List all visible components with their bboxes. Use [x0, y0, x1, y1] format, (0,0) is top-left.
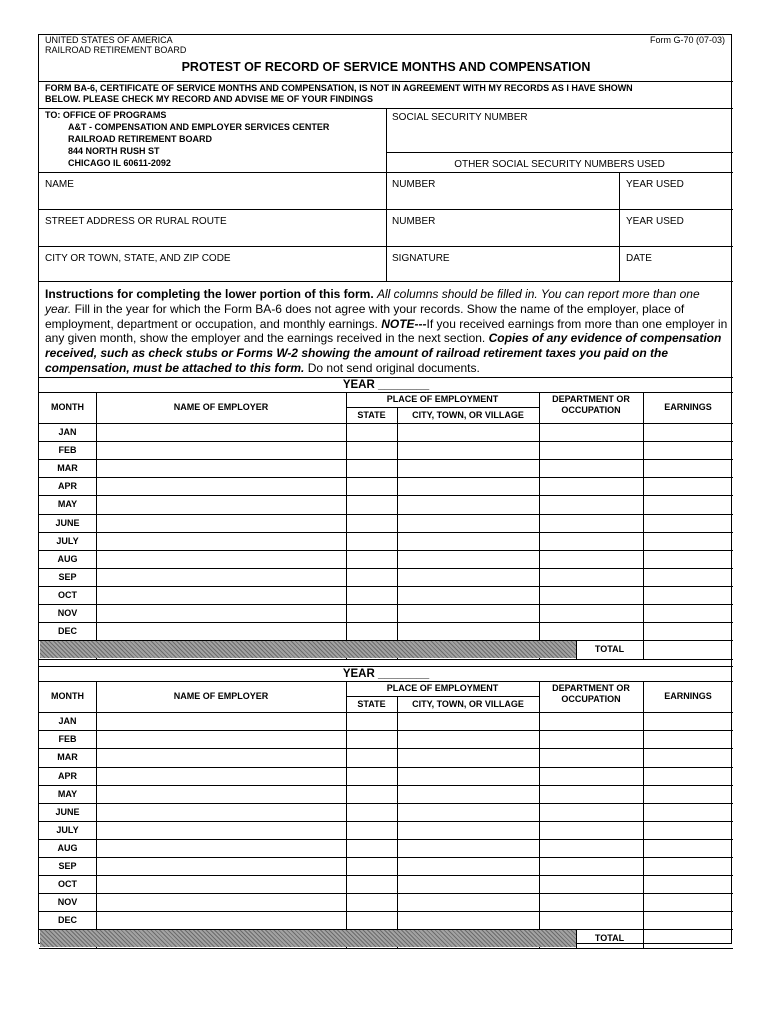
table-2-col-earnings: EARNINGS [664, 691, 712, 702]
table-1-june-city-input[interactable] [398, 515, 538, 531]
table-2-nov-state-input[interactable] [347, 894, 396, 910]
table-2-aug-employer-input[interactable] [97, 840, 345, 856]
table-1-jan-state-input[interactable] [347, 424, 396, 440]
table-2-col-place: PLACE OF EMPLOYMENT [386, 683, 499, 694]
table-1-apr-state-input[interactable] [347, 478, 396, 494]
table-2-month-aug: AUG [57, 842, 78, 853]
table-1-col-city: CITY, TOWN, OR VILLAGE [412, 410, 524, 420]
table-2-month-feb: FEB [58, 734, 77, 745]
table-1-aug-dept-input[interactable] [540, 551, 642, 567]
table-2-apr-dept-input[interactable] [540, 768, 642, 784]
table-1-jan-dept-input[interactable] [540, 424, 642, 440]
table-1-june-earnings-input[interactable] [644, 515, 732, 531]
page-title: PROTEST OF RECORD OF SERVICE MONTHS AND COMPENSATION [181, 60, 591, 74]
table-2-oct-employer-input[interactable] [97, 876, 345, 892]
date-label: DATE [626, 253, 652, 264]
table-2-dec-earnings-input[interactable] [644, 912, 732, 928]
table-1-nov-city-input[interactable] [398, 605, 538, 621]
table-1-col-employer: NAME OF EMPLOYER [173, 402, 269, 412]
divider [576, 929, 577, 948]
address-line-2: A&T - COMPENSATION AND EMPLOYER SERVICES CENTER [68, 122, 330, 132]
table-2-sep-state-input[interactable] [347, 858, 396, 874]
table-2-oct-state-input[interactable] [347, 876, 396, 892]
table-1-apr-dept-input[interactable] [540, 478, 642, 494]
table-1-sep-employer-input[interactable] [97, 569, 345, 585]
table-1-jan-city-input[interactable] [398, 424, 538, 440]
instructions-heading: Instructions for completing the lower portion of this form. [45, 287, 374, 301]
divider [39, 377, 733, 378]
table-1-apr-earnings-input[interactable] [644, 478, 732, 494]
year-used-label-1: YEAR USED [626, 179, 684, 190]
table-2-mar-dept-input[interactable] [540, 749, 642, 765]
signature-label: SIGNATURE [392, 253, 450, 264]
instructions-note-label: NOTE--- [381, 316, 427, 331]
table-1-apr-employer-input[interactable] [97, 478, 345, 494]
table-2-apr-state-input[interactable] [347, 768, 396, 784]
table-2-feb-earnings-input[interactable] [644, 731, 732, 747]
divider [39, 172, 733, 173]
table-1-oct-earnings-input[interactable] [644, 587, 732, 603]
table-2-apr-employer-input[interactable] [97, 768, 345, 784]
table-1-feb-city-input[interactable] [398, 442, 538, 458]
table-1-may-state-input[interactable] [347, 496, 396, 512]
table-2-june-dept-input[interactable] [540, 804, 642, 820]
table-2-col-dept-1: DEPARTMENT OR [552, 683, 630, 694]
table-1-sep-earnings-input[interactable] [644, 569, 732, 585]
ssn-label: SOCIAL SECURITY NUMBER [392, 112, 528, 123]
table-2-col-dept-2: OCCUPATION [561, 694, 621, 705]
city-input[interactable] [40, 265, 385, 281]
number-input-2[interactable] [387, 228, 619, 246]
ssn-input[interactable] [386, 123, 732, 151]
table-2-may-earnings-input[interactable] [644, 786, 732, 802]
table-2-month-sep: SEP [58, 861, 77, 871]
table-2-aug-earnings-input[interactable] [644, 840, 732, 856]
divider [39, 948, 733, 949]
table-2-month-dec: DEC [57, 915, 77, 926]
address-line-4: 844 NORTH RUSH ST [68, 146, 160, 156]
table-1-col-earnings: EARNINGS [664, 402, 712, 412]
table-2-aug-city-input[interactable] [398, 840, 538, 856]
street-label: STREET ADDRESS OR RURAL ROUTE [45, 216, 227, 227]
statement-line-1: FORM BA-6, CERTIFICATE OF SERVICE MONTHS AND COMPENSATION, IS NOT IN AGREEMENT WITH MY RECORDS AS I HAVE SHOWN [45, 83, 633, 93]
table-1-month-jan: JAN [58, 427, 77, 437]
table-2-mar-city-input[interactable] [398, 749, 538, 765]
table-2-mar-earnings-input[interactable] [644, 749, 732, 765]
table-2-apr-city-input[interactable] [398, 768, 538, 784]
table-2-oct-city-input[interactable] [398, 876, 538, 892]
instructions-body: Fill in the year for which the Form BA-6 does not agree with your records. Show the name of the employer, place of employment, department or occupation, and monthly earnings. [45, 301, 685, 331]
table-2-nov-dept-input[interactable] [540, 894, 642, 910]
table-2-sep-city-input[interactable] [398, 858, 538, 874]
table-1-col-month: MONTH [51, 402, 84, 412]
table-1-mar-dept-input[interactable] [540, 460, 642, 476]
table-2-dec-employer-input[interactable] [97, 912, 345, 928]
table-2-total-input[interactable] [644, 930, 732, 947]
table-2-jan-earnings-input[interactable] [644, 713, 732, 729]
table-2-aug-dept-input[interactable] [540, 840, 642, 856]
table-2-june-employer-input[interactable] [97, 804, 345, 820]
table-1-shaded-area [40, 641, 576, 658]
table-1-mar-employer-input[interactable] [97, 460, 345, 476]
year-used-input-1[interactable] [621, 191, 731, 209]
signature-input[interactable] [387, 265, 619, 281]
table-2-shaded-area [40, 930, 576, 947]
city-label: CITY OR TOWN, STATE, AND ZIP CODE [45, 253, 231, 264]
table-2-feb-city-input[interactable] [398, 731, 538, 747]
table-1-dec-state-input[interactable] [347, 623, 396, 639]
table-2-oct-earnings-input[interactable] [644, 876, 732, 892]
table-2-june-earnings-input[interactable] [644, 804, 732, 820]
year-used-input-2[interactable] [621, 228, 731, 246]
table-1-july-city-input[interactable] [398, 533, 538, 549]
table-2-may-dept-input[interactable] [540, 786, 642, 802]
table-2-mar-employer-input[interactable] [97, 749, 345, 765]
table-2-july-city-input[interactable] [398, 822, 538, 838]
table-2-dec-state-input[interactable] [347, 912, 396, 928]
table-2-june-city-input[interactable] [398, 804, 538, 820]
table-1-july-state-input[interactable] [347, 533, 396, 549]
table-1-may-dept-input[interactable] [540, 496, 642, 512]
table-1-june-dept-input[interactable] [540, 515, 642, 531]
protest-form [38, 34, 732, 944]
table-2-sep-earnings-input[interactable] [644, 858, 732, 874]
number-label-2: NUMBER [392, 216, 436, 227]
table-1-feb-employer-input[interactable] [97, 442, 345, 458]
table-2-june-state-input[interactable] [347, 804, 396, 820]
instructions-note-body: If you received earnings from more than one employer in any given month, show the employer and the earnings received in the next section. [45, 316, 728, 346]
table-2-may-state-input[interactable] [347, 786, 396, 802]
table-1-nov-dept-input[interactable] [540, 605, 642, 621]
table-2-dec-dept-input[interactable] [540, 912, 642, 928]
divider [39, 681, 733, 682]
divider [39, 209, 733, 210]
table-1-month-oct: OCT [58, 589, 77, 600]
table-1-jan-earnings-input[interactable] [644, 424, 732, 440]
agency-line-1: UNITED STATES OF AMERICA [45, 35, 173, 45]
table-1-may-earnings-input[interactable] [644, 496, 732, 512]
table-2-jan-dept-input[interactable] [540, 713, 642, 729]
divider [386, 152, 733, 153]
table-1-month-june: JUNE [55, 517, 80, 528]
table-1-oct-employer-input[interactable] [97, 587, 345, 603]
table-1-july-dept-input[interactable] [540, 533, 642, 549]
divider [39, 666, 733, 667]
divider [39, 281, 733, 282]
table-1-june-state-input[interactable] [347, 515, 396, 531]
table-2-month-may: MAY [57, 788, 78, 799]
table-1-dec-dept-input[interactable] [540, 623, 642, 639]
table-2-month-nov: NOV [57, 897, 78, 908]
divider [619, 172, 620, 281]
table-2-total-label: TOTAL [594, 933, 625, 944]
table-2-sep-employer-input[interactable] [97, 858, 345, 874]
table-2-apr-earnings-input[interactable] [644, 768, 732, 784]
table-1-nov-state-input[interactable] [347, 605, 396, 621]
table-1-month-may: MAY [57, 499, 78, 510]
table-1-col-dept-1: DEPARTMENT OR [552, 394, 630, 404]
table-1-aug-earnings-input[interactable] [644, 551, 732, 567]
divider [39, 81, 733, 82]
table-1-month-dec: DEC [57, 626, 77, 637]
table-1-month-sep: SEP [58, 571, 77, 582]
table-1-month-mar: MAR [57, 463, 78, 474]
table-1-dec-city-input[interactable] [398, 623, 538, 639]
table-1-may-employer-input[interactable] [97, 496, 345, 512]
table-1-col-dept-2: OCCUPATION [561, 405, 621, 415]
table-1-month-july: JULY [56, 535, 79, 546]
address-line-1: TO: OFFICE OF PROGRAMS [45, 110, 167, 120]
table-1-month-feb: FEB [58, 445, 77, 456]
table-1-sep-city-input[interactable] [398, 569, 538, 585]
table-2-col-month: MONTH [51, 691, 84, 702]
table-1-dec-employer-input[interactable] [97, 623, 345, 639]
table-2-july-dept-input[interactable] [540, 822, 642, 838]
table-1-col-place: PLACE OF EMPLOYMENT [386, 394, 499, 404]
table-1-sep-state-input[interactable] [347, 569, 396, 585]
table-1-aug-city-input[interactable] [398, 551, 538, 567]
table-2-year-input[interactable] [400, 667, 456, 679]
table-1-oct-city-input[interactable] [398, 587, 538, 603]
table-1-feb-dept-input[interactable] [540, 442, 642, 458]
table-1-feb-state-input[interactable] [347, 442, 396, 458]
table-1-oct-state-input[interactable] [347, 587, 396, 603]
other-ssn-label: OTHER SOCIAL SECURITY NUMBERS USED [454, 159, 665, 170]
address-line-5: CHICAGO IL 60611-2092 [68, 158, 171, 168]
table-1-total-input[interactable] [644, 641, 732, 658]
table-2-jan-city-input[interactable] [398, 713, 538, 729]
year-used-label-2: YEAR USED [626, 216, 684, 227]
table-2-col-employer: NAME OF EMPLOYER [173, 691, 269, 702]
table-1-year-label: YEAR ________ [342, 379, 430, 391]
table-1-feb-earnings-input[interactable] [644, 442, 732, 458]
name-label: NAME [45, 179, 74, 190]
table-1-nov-earnings-input[interactable] [644, 605, 732, 621]
table-2-nov-employer-input[interactable] [97, 894, 345, 910]
divider [346, 407, 539, 408]
table-2-oct-dept-input[interactable] [540, 876, 642, 892]
table-2-month-jan: JAN [58, 716, 77, 727]
divider [39, 659, 733, 660]
table-1-col-state: STATE [357, 410, 386, 420]
table-2-month-mar: MAR [57, 752, 78, 763]
divider [39, 246, 733, 247]
table-1-june-employer-input[interactable] [97, 515, 345, 531]
table-2-dec-city-input[interactable] [398, 912, 538, 928]
table-1-mar-city-input[interactable] [398, 460, 538, 476]
table-2-month-apr: APR [57, 770, 77, 781]
table-2-feb-state-input[interactable] [347, 731, 396, 747]
table-1-nov-employer-input[interactable] [97, 605, 345, 621]
table-1-july-earnings-input[interactable] [644, 533, 732, 549]
statement-line-2: BELOW. PLEASE CHECK MY RECORD AND ADVISE ME OF YOUR FINDINGS [45, 94, 374, 104]
divider [39, 392, 733, 393]
divider [346, 696, 539, 697]
table-2-sep-dept-input[interactable] [540, 858, 642, 874]
table-1-dec-earnings-input[interactable] [644, 623, 732, 639]
table-2-month-oct: OCT [58, 879, 77, 890]
table-1-mar-state-input[interactable] [347, 460, 396, 476]
table-2-nov-earnings-input[interactable] [644, 894, 732, 910]
instructions-copies: Copies of any evidence of compensation received, such as check stubs or Forms W-2 showing the amount of railroad retirement taxes you paid on the compensation, must be attached to this form. [45, 331, 722, 375]
table-1-year-input[interactable] [400, 378, 456, 390]
table-2-july-employer-input[interactable] [97, 822, 345, 838]
table-2-month-july: JULY [56, 824, 79, 835]
table-2-aug-state-input[interactable] [347, 840, 396, 856]
table-2-month-june: JUNE [55, 806, 80, 817]
table-1-month-nov: NOV [57, 608, 78, 618]
table-2-july-earnings-input[interactable] [644, 822, 732, 838]
street-input[interactable] [40, 228, 385, 246]
table-1-oct-dept-input[interactable] [540, 587, 642, 603]
agency-line-2: RAILROAD RETIREMENT BOARD [45, 45, 187, 55]
table-2-feb-dept-input[interactable] [540, 731, 642, 747]
divider [576, 640, 577, 659]
table-1-aug-employer-input[interactable] [97, 551, 345, 567]
table-2-mar-state-input[interactable] [347, 749, 396, 765]
table-1-july-employer-input[interactable] [97, 533, 345, 549]
table-2-jan-employer-input[interactable] [97, 713, 345, 729]
address-line-3: RAILROAD RETIREMENT BOARD [68, 134, 212, 144]
table-1-sep-dept-input[interactable] [540, 569, 642, 585]
table-2-may-employer-input[interactable] [97, 786, 345, 802]
table-1-month-apr: APR [57, 481, 77, 492]
table-2-year-label: YEAR ________ [342, 668, 430, 681]
table-1-may-city-input[interactable] [398, 496, 538, 512]
number-input-1[interactable] [387, 191, 619, 209]
instructions-final: Do not send original documents. [307, 360, 480, 375]
table-2-feb-employer-input[interactable] [97, 731, 345, 747]
table-1-apr-city-input[interactable] [398, 478, 538, 494]
table-1-mar-earnings-input[interactable] [644, 460, 732, 476]
table-2-jan-state-input[interactable] [347, 713, 396, 729]
name-input[interactable] [40, 191, 385, 209]
instructions-italic: All columns should be filled in. You can report more than one year. [45, 287, 700, 316]
form-number: Form G-70 (07-03) [649, 35, 725, 45]
table-2-may-city-input[interactable] [398, 786, 538, 802]
table-1-jan-employer-input[interactable] [97, 424, 345, 440]
table-1-month-aug: AUG [57, 553, 78, 564]
table-2-col-city: CITY, TOWN, OR VILLAGE [412, 699, 524, 710]
instructions [45, 287, 729, 376]
table-2-nov-city-input[interactable] [398, 894, 538, 910]
table-2-col-state: STATE [357, 699, 386, 710]
table-1-total-label: TOTAL [594, 644, 625, 655]
number-label-1: NUMBER [392, 179, 436, 190]
table-1-aug-state-input[interactable] [347, 551, 396, 567]
date-input[interactable] [621, 265, 731, 281]
table-2-july-state-input[interactable] [347, 822, 396, 838]
